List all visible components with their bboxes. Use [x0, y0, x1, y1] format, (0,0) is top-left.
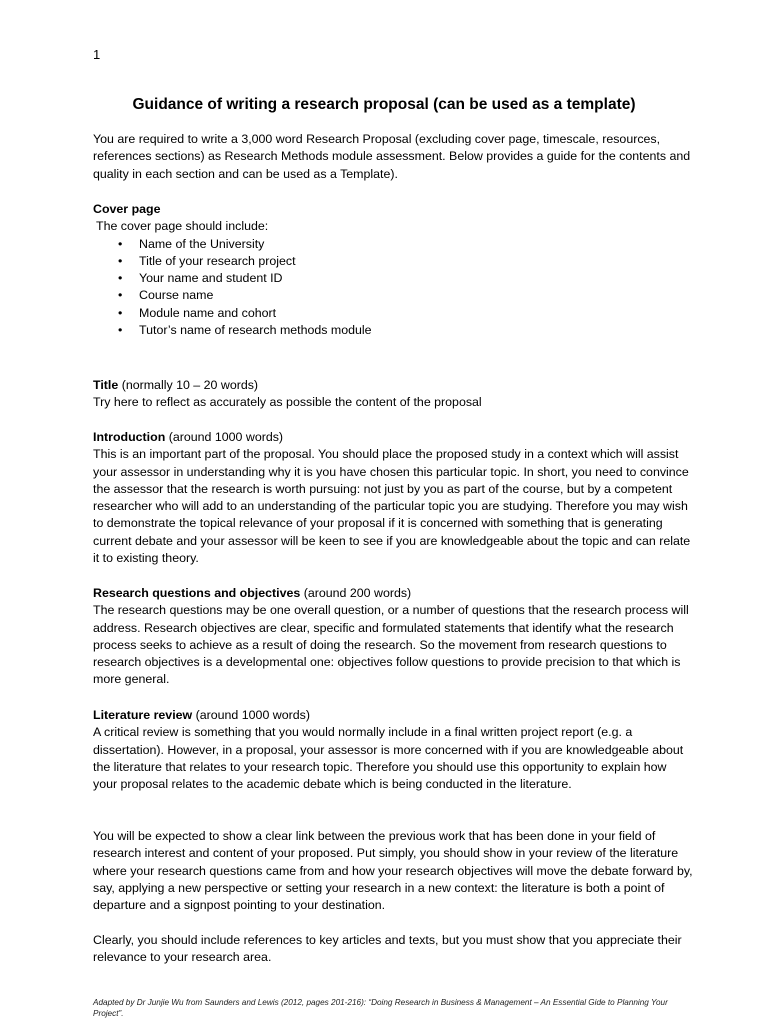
cover-page-list: [93, 236, 693, 340]
literature-review-paragraph-3: Clearly, you should include references to key articles and texts, but you must show that you appreciate their relevance to your research area.: [93, 933, 682, 965]
footer-citation: Adapted by Dr Junjie Wu from Saunders and Lewis (2012, pages 201-216): “Doing Research in Business & Management – An Essential Gide to Planning Your Project”.: [93, 998, 668, 1018]
cover-page-section: [93, 201, 693, 339]
literature-review-paragraph-2: You will be expected to show a clear link between the previous work that has been done in your field of research interest and content of your proposed. Put simply, you should show in your review of the literature where your research questions came from and how your research objectives will move the debate forward by, say, applying a new perspective or setting your research in a new context: the literature is both a point of departure and a signpost pointing to your destination.: [93, 829, 693, 913]
title-section-heading-line: [93, 377, 693, 394]
title-section: [93, 377, 693, 412]
literature-review-body: A critical review is something that you would normally include in a final written project report (e.g. a dissertation). However, in a proposal, your assessor is more concerned with if you are knowledgeable about the literature that relates to your research topic. Therefore you should use this opportunity to explain how your proposal relates to the academic debate which is being conducted in the literature.: [93, 725, 684, 792]
page-number: 1: [93, 47, 101, 62]
introduction-heading-line: [93, 429, 693, 446]
list-item-text: Module name and cohort: [139, 305, 277, 320]
bullet-icon: •: [118, 253, 123, 268]
bullet-icon: •: [118, 288, 123, 303]
list-item-text: Course name: [139, 288, 214, 303]
introduction-note: (around 1000 words): [165, 430, 284, 444]
bullet-icon: •: [118, 305, 123, 320]
research-questions-heading-line: [93, 585, 693, 602]
list-item-text: Title of your research project: [139, 253, 296, 268]
research-questions-heading: Research questions and objectives: [93, 586, 301, 600]
title-section-heading: Title: [93, 378, 119, 392]
literature-review-note: (around 1000 words): [192, 708, 310, 722]
introduction-body: This is an important part of the proposal. You should place the proposed study in a context which will assist your assessor in understanding why it is you have chosen this particular topic. In short, you need to convince the assessor that the research is worth pursuing: not just by you as part of the course, but by a competent researcher who will add to an understanding of the particular topic you are studying. Therefore you may wish to demonstrate the topical relevance of your proposal if it is concerned with something that is generating current debate and your assessor will be keen to see if you are knowledgeable about the topic and can relate it to existing theory.: [93, 447, 691, 566]
title-section-note: (normally 10 – 20 words): [118, 378, 259, 392]
list-item: [93, 253, 693, 270]
list-item-text: Name of the University: [139, 236, 265, 251]
list-item: [93, 305, 693, 322]
document-title: Guidance of writing a research proposal (can be used as a template): [132, 96, 636, 113]
bullet-icon: •: [118, 271, 123, 286]
introduction-heading: Introduction: [93, 430, 166, 444]
research-questions-body: The research questions may be one overall question, or a number of questions that the research process will address. Research objectives are clear, specific and formulated statements that identify what the research process seeks to achieve as a result of doing the research. So the movement from research questions to research objectives is a developmental one: objectives follow questions to provide precision to that which is more general.: [93, 603, 689, 687]
list-item: [93, 236, 693, 253]
cover-page-heading: Cover page: [93, 202, 161, 216]
literature-review-heading-line: [93, 707, 693, 724]
bullet-icon: •: [118, 323, 123, 338]
literature-review-section: [93, 707, 693, 793]
literature-review-heading: Literature review: [93, 708, 193, 722]
cover-page-description: The cover page should include:: [96, 219, 269, 234]
list-item-text: Tutor’s name of research methods module: [139, 323, 372, 338]
intro-paragraph: You are required to write a 3,000 word Research Proposal (excluding cover page, timescale, resources, references sections) as Research Methods module assessment. Below provides a guide for the contents and quality in each section and can be used as a Template).: [93, 132, 691, 181]
list-item: [93, 322, 693, 339]
title-section-body: Try here to reflect as accurately as possible the content of the proposal: [93, 395, 482, 410]
research-questions-section: [93, 585, 693, 689]
research-questions-note: (around 200 words): [300, 586, 412, 600]
list-item: [93, 287, 693, 304]
introduction-section: [93, 429, 693, 567]
bullet-icon: •: [118, 236, 123, 251]
list-item: [93, 270, 693, 287]
list-item-text: Your name and student ID: [139, 271, 283, 286]
